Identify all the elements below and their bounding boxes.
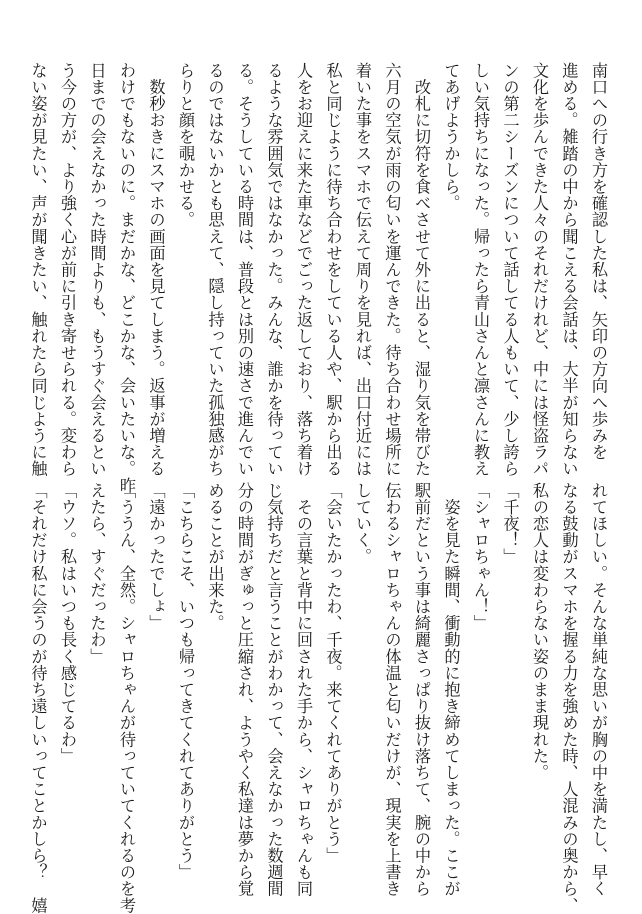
- text-line: わけでもないのに。まだかな、どこかな、会いたいな。昨: [117, 62, 136, 494]
- text-line: れてほしい。そんな単純な思いが胸の中を満たし、早く: [589, 482, 608, 897]
- text-line: る。そうしている時間は、普段とは別の速さで進んでい: [235, 62, 254, 477]
- text-line: るような雰囲気ではなかった。みんな、誰かを待ってい: [264, 62, 284, 477]
- text-line: 私と同じように待ち合わせをしている人や、駅から出る: [323, 62, 343, 477]
- text-line: 南口への行き方を確認した私は、矢印の方向へ歩みを: [589, 62, 608, 461]
- text-line: るのではないかとも思えて、隠し持っていた孤独感がち: [205, 62, 225, 477]
- text-line: えたら、すぐだったわ」: [87, 482, 107, 665]
- text-line: めることが出来た。: [205, 482, 225, 632]
- text-line: 日までの会えなかった時間よりも、もうすぐ会えるとい: [87, 62, 107, 477]
- upper-text-block: [28, 62, 610, 494]
- text-line: 「シャロちゃん！」: [471, 482, 490, 632]
- text-line: 人をお迎えに来た車などでごった返しており、落ち着け: [294, 62, 313, 477]
- text-line: 伝わるシャロちゃんの体温と匂いだけが、現実を上書き: [382, 482, 402, 897]
- text-line: ンの第二シーズンについて話してる人もいて、少し誇ら: [500, 62, 520, 477]
- text-line: 分の時間がぎゅっと圧縮され、ようやく私達は夢から覚: [235, 482, 254, 897]
- text-line: 改札に切符を食べさせて外に出ると、湿り気を帯びた: [412, 62, 431, 477]
- text-line: しい気持ちになった。帰ったら青山さんと凛さんに教え: [471, 62, 490, 477]
- text-line: 六月の空気が雨の匂いを運んできた。待ち合わせ場所に: [382, 62, 402, 477]
- text-line: 私の恋人は変わらない姿のまま現れた。: [530, 482, 549, 781]
- text-line: 着いた事をスマホで伝えて周りを見れば、出口付近には: [353, 62, 372, 477]
- text-line: 進める。雑踏の中から聞こえる会話は、大半が知らない: [559, 62, 579, 477]
- text-line: なる鼓動がスマホを握る力を強めた時、人混みの奥から、: [559, 482, 579, 914]
- text-line: じ気持ちだと言うことがわかって、会えなかった数週間: [264, 482, 284, 897]
- text-line: らりと顔を覗かせる。: [176, 62, 195, 228]
- text-line: 「ううん、全然。シャロちゃんが待っていてくれるのを考: [117, 482, 136, 914]
- text-line: 数秒おきにスマホの画面を見てしまう。返事が増える: [146, 62, 166, 477]
- text-line: 姿を見た瞬間、衝動的に抱き締めてしまった。ここが: [441, 482, 461, 897]
- text-line: う今の方が、より強く心が前に引き寄せられる。変わら: [58, 62, 77, 477]
- text-line: その言葉と背中に回された手から、シャロちゃんも同: [294, 482, 313, 897]
- text-line: していく。: [353, 482, 372, 565]
- text-line: 「千夜！」: [500, 482, 520, 565]
- text-line: 「それだけ私に会うのが待ち遠しいってことかしら？ 嬉: [28, 482, 48, 914]
- text-line: 「こちらこそ、いつも帰ってきてくれてありがとう」: [176, 482, 195, 881]
- lower-text-block: [28, 482, 610, 914]
- text-line: 「ウソ。私はいつも長く感じてるわ」: [58, 482, 77, 765]
- text-line: ない姿が見たい、声が聞きたい、触れたら同じように触: [28, 62, 48, 477]
- text-line: てあげようかしら。: [441, 62, 461, 212]
- text-line: 文化を歩んできた人々のそれだけれど、中には怪盗ラパ: [530, 62, 549, 477]
- text-line: 「遠かったでしょ」: [146, 482, 166, 632]
- text-line: 「会いたかったわ、千夜。来てくれてありがとう」: [323, 482, 343, 864]
- text-line: 駅前だという事は綺麗さっぱり抜け落ちて、腕の中から: [412, 482, 431, 897]
